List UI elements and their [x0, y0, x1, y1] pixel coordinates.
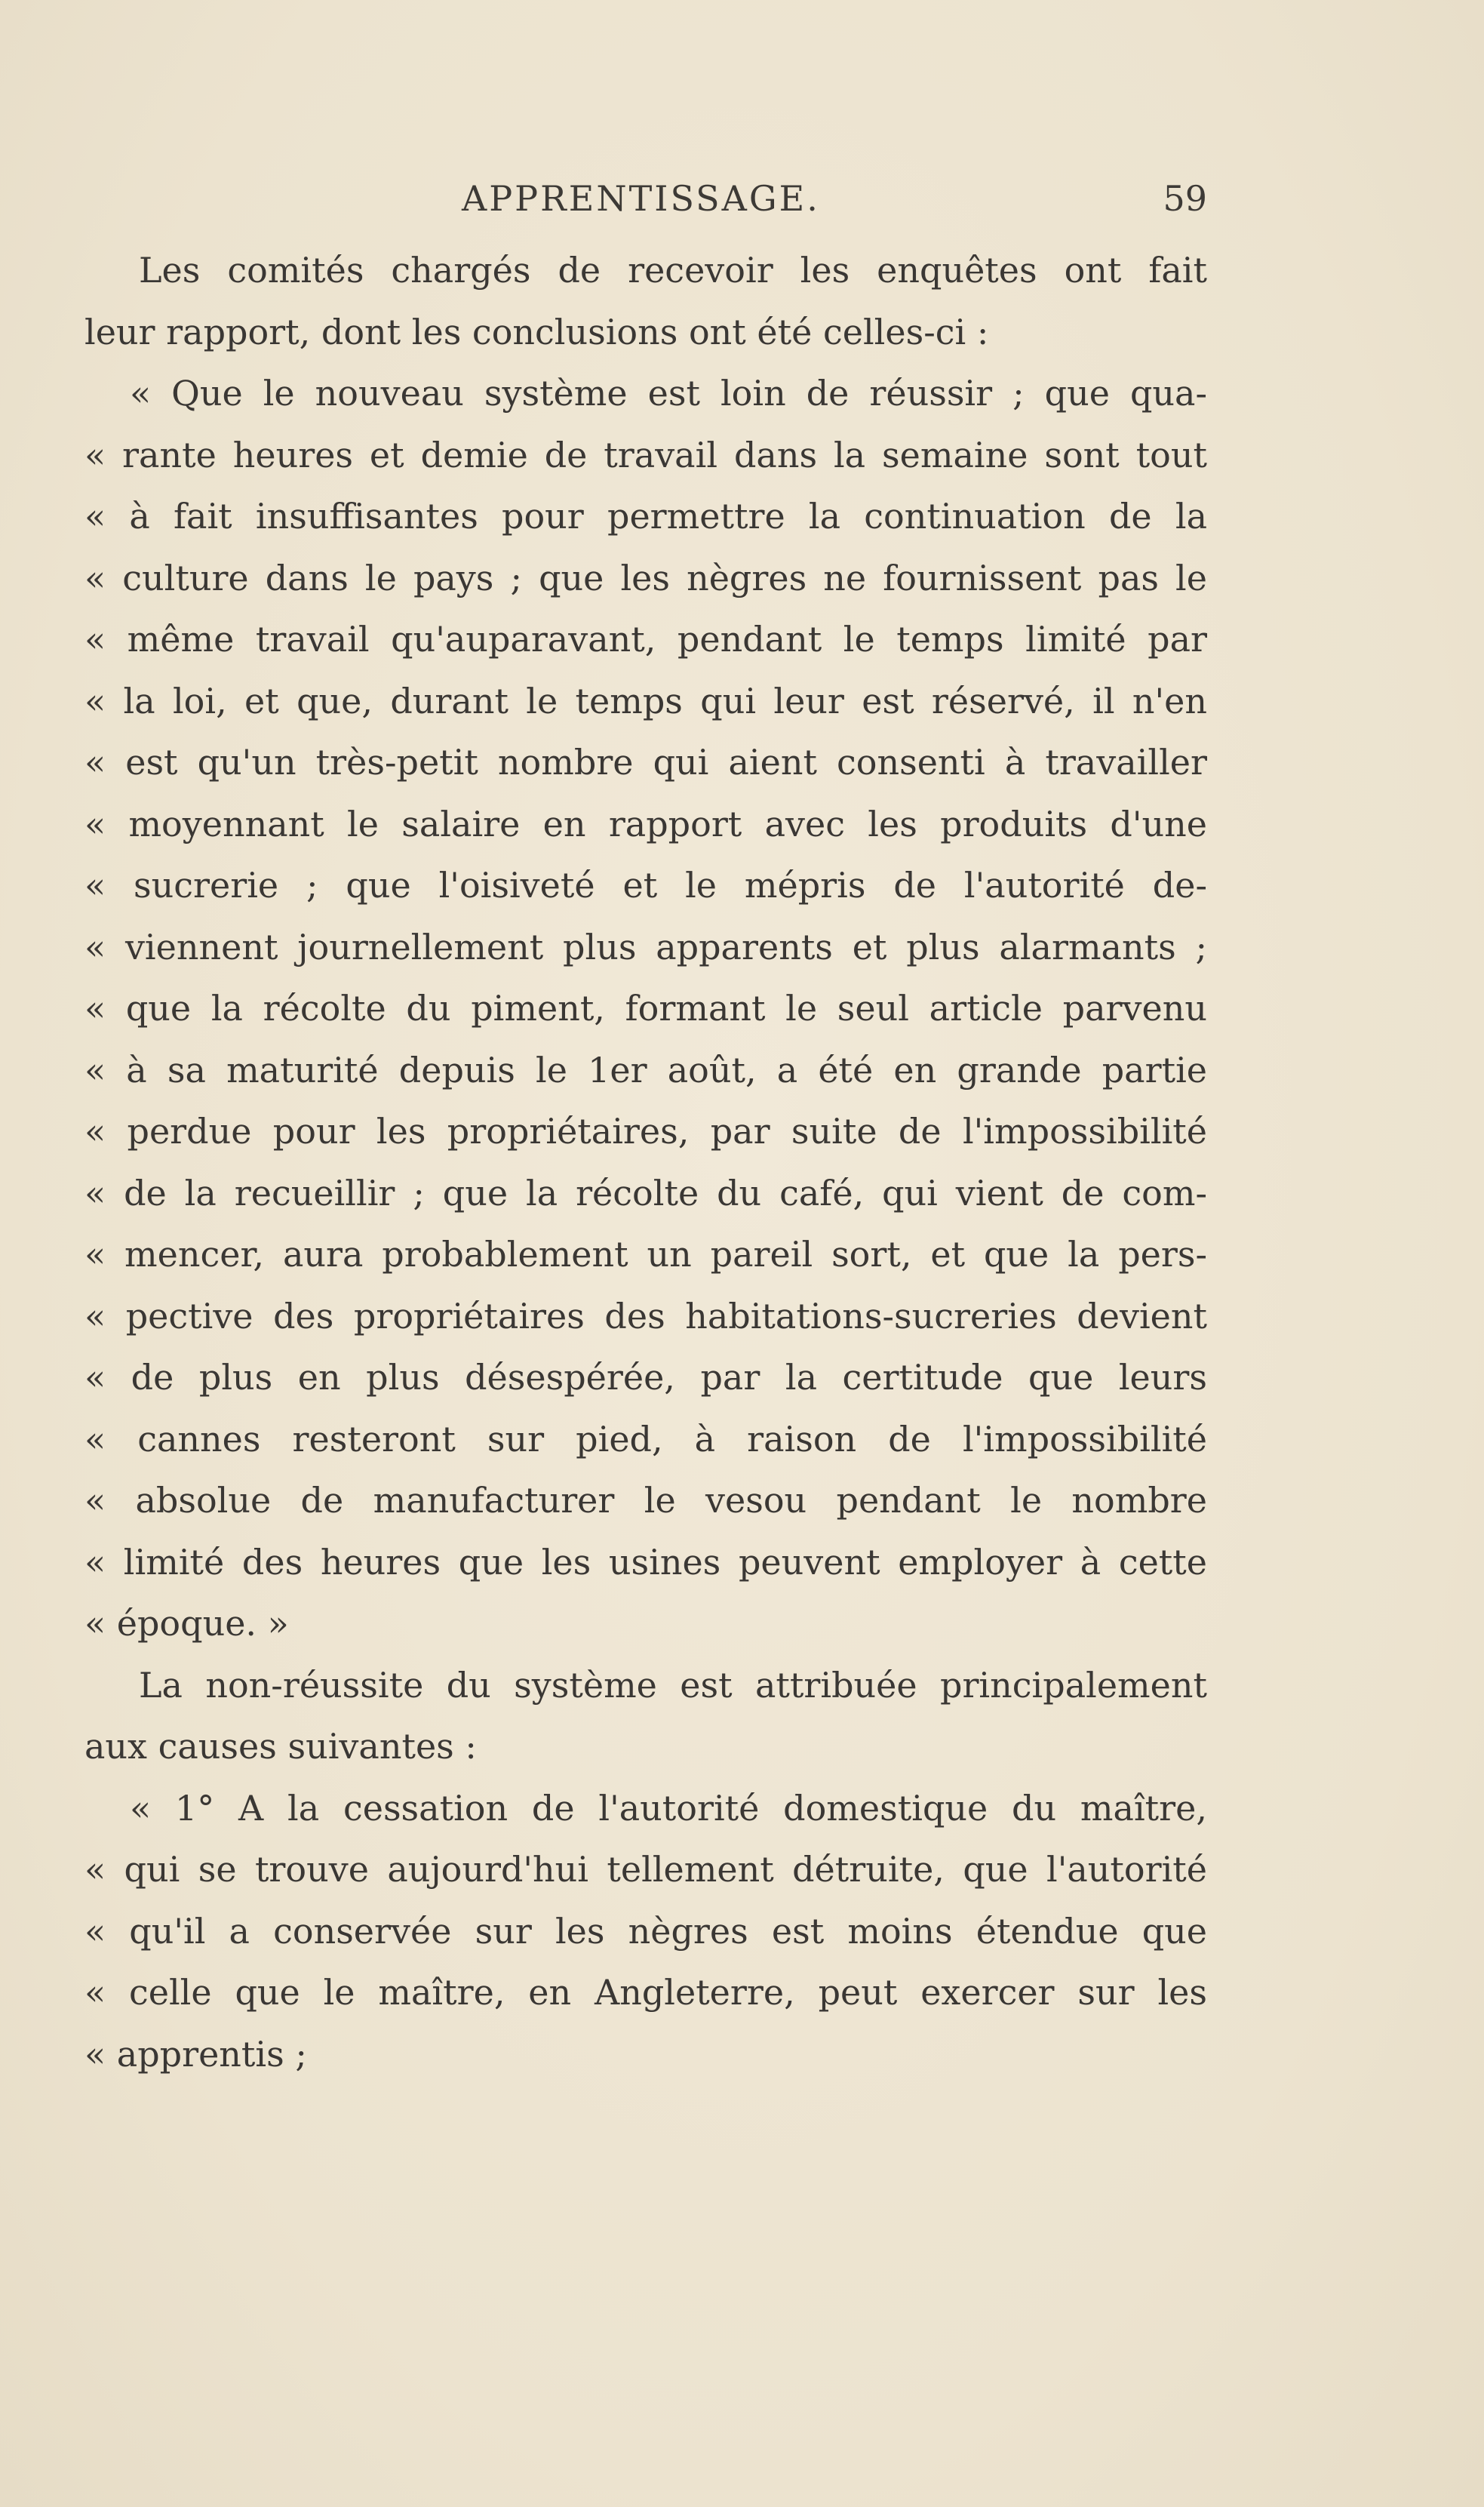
text-line: « pective des propriétaires des habitations-sucreries devient	[84, 1295, 1207, 1337]
text-line: « culture dans le pays ; que les nègres ne fournissent pas le	[84, 557, 1207, 598]
text-line: « qu'il a conservée sur les nègres est moins étendue que	[84, 1910, 1207, 1952]
text-line: « 1° A la cessation de l'autorité domestique du maître,	[130, 1787, 1207, 1829]
text-line: La non-réussite du système est attribuée principalement	[139, 1664, 1207, 1706]
text-line: « même travail qu'auparavant, pendant le temps limité par	[84, 619, 1207, 660]
text-line: « à fait insuffisantes pour permettre la continuation de la	[84, 496, 1207, 537]
running-title: APPRENTISSAGE.	[462, 178, 820, 219]
text-line: « que la récolte du piment, formant le seul article parvenu	[84, 988, 1207, 1029]
text-line: « limité des heures que les usines peuvent employer à cette	[84, 1541, 1207, 1583]
text-line: « est qu'un très-petit nombre qui aient consenti à travailler	[84, 742, 1207, 783]
body-text	[84, 240, 1207, 2085]
text-line: « époque. »	[84, 1603, 289, 1644]
text-line: « moyennant le salaire en rapport avec les produits d'une	[84, 803, 1207, 844]
text-line: « viennent journellement plus apparents et plus alarmants ;	[84, 926, 1207, 967]
text-line: « Que le nouveau système est loin de réussir ; que qua-	[130, 373, 1207, 414]
text-line: « de la recueillir ; que la récolte du café, qui vient de com-	[84, 1172, 1207, 1214]
text-line: « la loi, et que, durant le temps qui leur est réservé, il n'en	[84, 680, 1207, 721]
text-line: « perdue pour les propriétaires, par suite de l'impossibilité	[84, 1111, 1207, 1152]
text-line: aux causes suivantes :	[84, 1726, 477, 1767]
page-number: 59	[1163, 178, 1207, 219]
text-line: « rante heures et demie de travail dans la semaine sont tout	[84, 434, 1207, 475]
text-line: « cannes resteront sur pied, à raison de l'impossibilité	[84, 1418, 1207, 1460]
text-line: Les comités chargés de recevoir les enquêtes ont fait	[139, 250, 1207, 291]
text-line: « sucrerie ; que l'oisiveté et le mépris de l'autorité de-	[84, 865, 1207, 906]
running-head	[84, 178, 1207, 226]
text-line: « apprentis ;	[84, 2033, 307, 2075]
text-line: « de plus en plus désespérée, par la certitude que leurs	[84, 1357, 1207, 1398]
text-line: « qui se trouve aujourd'hui tellement détruite, que l'autorité	[84, 1849, 1207, 1890]
text-line: « celle que le maître, en Angleterre, peut exercer sur les	[84, 1972, 1207, 2013]
text-line: « absolue de manufacturer le vesou pendant le nombre	[84, 1480, 1207, 1521]
text-line: « à sa maturité depuis le 1er août, a été en grande partie	[84, 1049, 1207, 1090]
text-line: « mencer, aura probablement un pareil sort, et que la pers-	[84, 1234, 1207, 1275]
text-line: leur rapport, dont les conclusions ont été celles-ci :	[84, 311, 989, 352]
